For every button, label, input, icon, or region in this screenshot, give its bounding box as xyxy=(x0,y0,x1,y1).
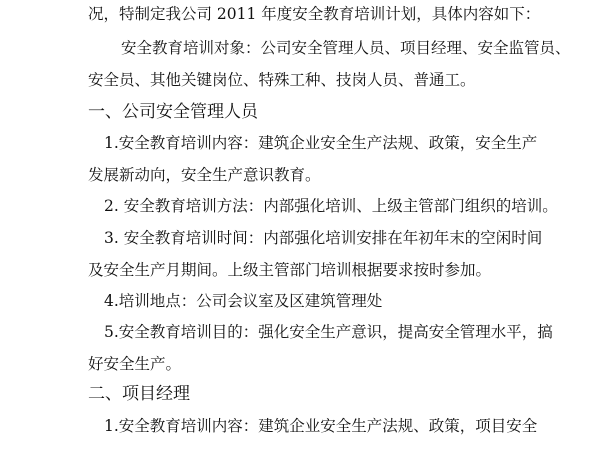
paragraph-line: 安全教育培训对象：公司安全管理人员、项目经理、安全监管员、 xyxy=(121,39,571,57)
paragraph-line: 5.安全教育培训目的：强化安全生产意识，提高安全管理水平，搞 xyxy=(104,323,553,341)
paragraph-line: 4.培训地点：公司会议室及区建筑管理处 xyxy=(104,292,383,310)
paragraph-line: 3. 安全教育培训时间：内部强化培训安排在年初年末的空闲时间 xyxy=(104,229,543,247)
paragraph-line: 及安全生产月期间。上级主管部门培训根据要求按时参加。 xyxy=(88,261,492,279)
paragraph-line: 安全员、其他关键岗位、特殊工种、技岗人员、普通工。 xyxy=(88,71,476,89)
section-heading: 一、公司安全管理人员 xyxy=(88,102,258,122)
paragraph-line: 1.安全教育培训内容：建筑企业安全生产法规、政策，项目安全 xyxy=(104,417,538,435)
section-heading: 二、项目经理 xyxy=(88,384,190,404)
paragraph-line: 发展新动向，安全生产意识教育。 xyxy=(88,166,321,184)
cut-off-next-line xyxy=(88,444,528,450)
paragraph-line: 2. 安全教育培训方法：内部强化培训、上级主管部门组织的培训。 xyxy=(104,197,558,215)
paragraph-line: 况，特制定我公司 2011 年度安全教育培训计划，具体内容如下： xyxy=(88,5,541,23)
paragraph-line: 好安全生产。 xyxy=(88,355,182,373)
paragraph-line: 1.安全教育培训内容：建筑企业安全生产法规、政策，安全生产 xyxy=(104,134,538,152)
